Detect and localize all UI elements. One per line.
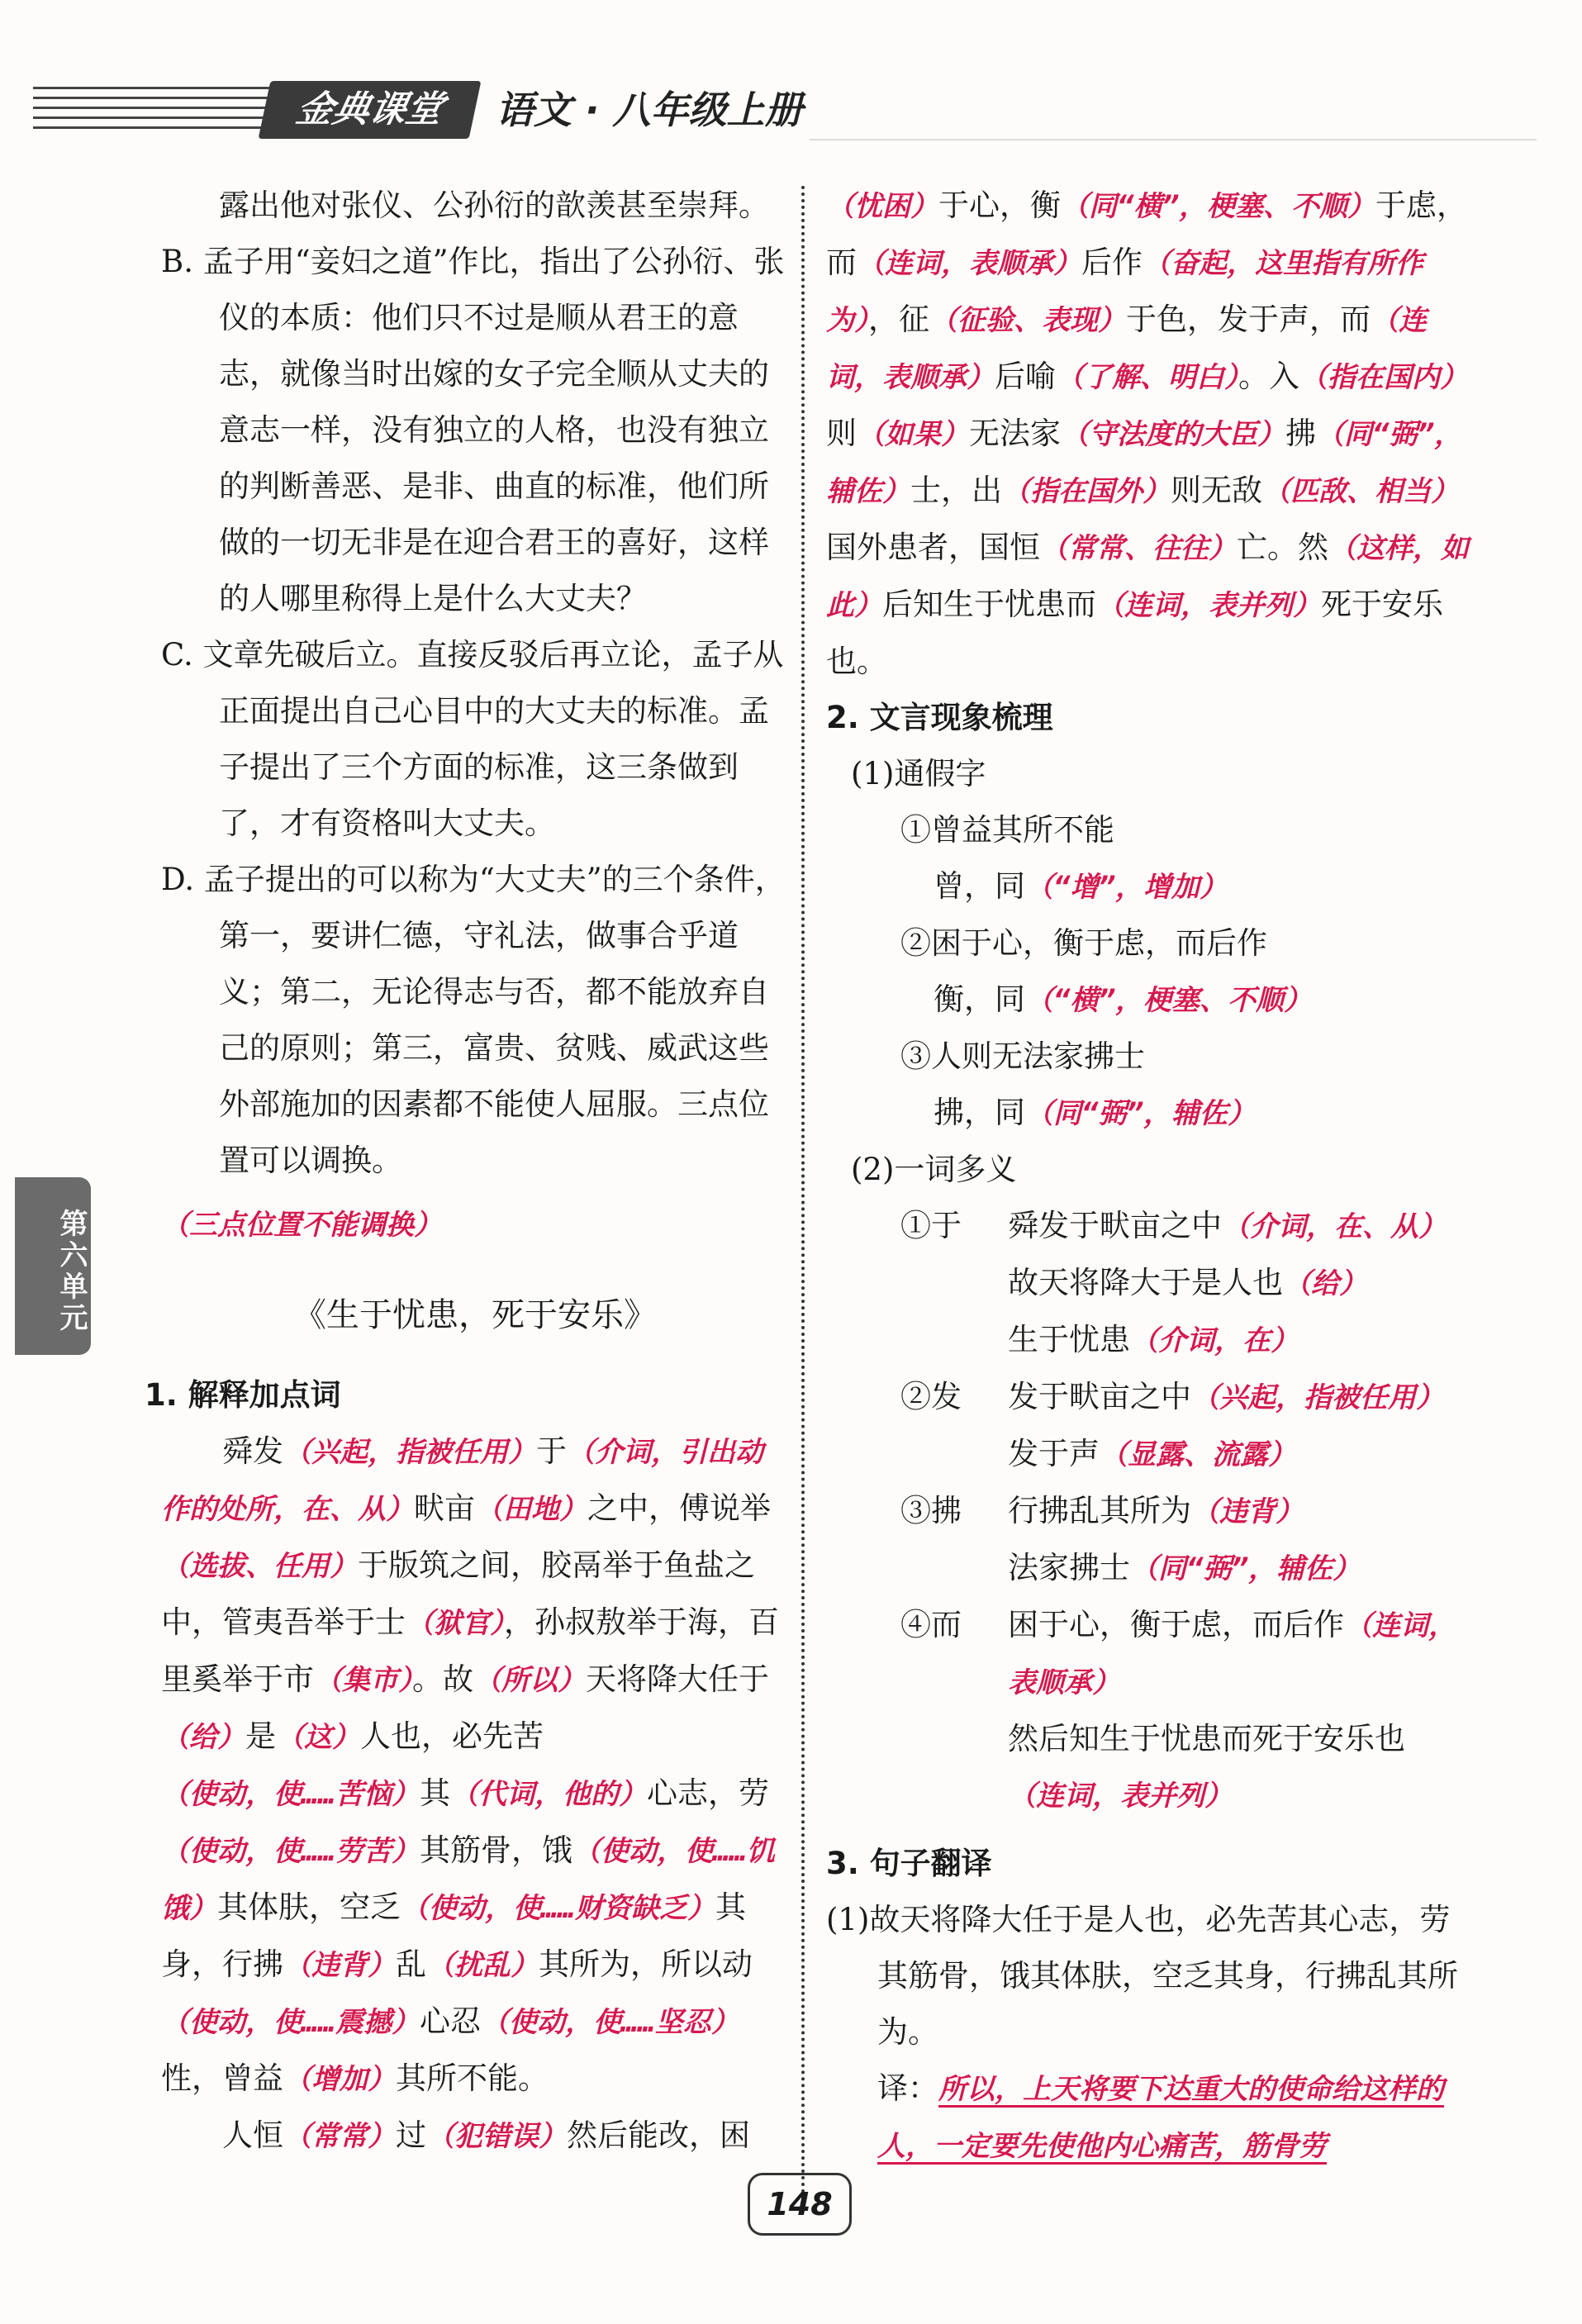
header-decoration-lines: [33, 87, 281, 145]
fa-example-2: 发于声: [1008, 1436, 1100, 1471]
column-divider: [801, 186, 805, 2202]
passage-text: 于虑，而: [826, 188, 1467, 280]
polysemy-fa-word: ②发: [900, 1379, 962, 1414]
passage-text: 畎亩: [414, 1490, 475, 1526]
passage-annotation: （狱官）: [406, 1607, 504, 1640]
passage-annotation: （使动，使……苦恼）: [161, 1778, 420, 1811]
er-note-1: （连词，表顺承）: [1008, 1609, 1456, 1699]
passage-annotation: （使动，使……饥饿）: [161, 1835, 775, 1925]
question-1-heading: 1. 解释加点词: [145, 1377, 341, 1413]
yu-note-1: （介词，在、从）: [1222, 1210, 1447, 1243]
passage-annotation: （使动，使……坚忍）: [480, 2006, 739, 2039]
passage-text: 于心，衡: [938, 188, 1061, 223]
passage-annotation: （匹敌、相当）: [1262, 475, 1459, 508]
answer-note: （三点位置不能调换）: [161, 1209, 442, 1242]
passage-text: 其: [419, 1775, 450, 1811]
passage-annotation: （如果）: [857, 418, 969, 451]
passage-text: ，征: [868, 302, 929, 337]
passage-annotation: （这）: [276, 1721, 360, 1754]
tongjia-1-text: 曾，同: [934, 868, 1025, 904]
passage-annotation: （连词，表顺承）: [826, 304, 1427, 394]
polysemy-yu: [826, 1198, 1479, 1369]
passage-annotation: （兴起，指被任用）: [283, 1436, 536, 1469]
polysemy-fu: [826, 1483, 1479, 1597]
passage-annotation: （代词，他的）: [449, 1778, 647, 1811]
left-column: [145, 178, 789, 2165]
passage-text: 拂: [1285, 416, 1316, 451]
passage-text: 然后能改，困: [567, 2117, 750, 2153]
polysemy-er: [826, 1597, 1479, 1824]
passage-text: 人恒: [222, 2117, 283, 2153]
passage-text: 死于安乐也。: [826, 587, 1443, 679]
passage-text: 心志，劳: [646, 1775, 769, 1811]
yu-example-1: 舜发于畎亩之中: [1008, 1208, 1222, 1243]
passage-text: 后喻: [995, 359, 1056, 394]
fu-note-1: （违背）: [1191, 1495, 1304, 1528]
tongjia-1: ①曾益其所不能: [900, 812, 1114, 848]
passage-annotation: （指在国外）: [1002, 475, 1171, 508]
passage-annotation: （同“横”，梗塞、不顺）: [1061, 190, 1375, 223]
passage-annotation: （选拔、任用）: [161, 1550, 358, 1583]
fu-example-1: 行拂乱其所为: [1008, 1493, 1191, 1528]
lesson-title: 《生于忧患，死于安乐》: [293, 1296, 657, 1334]
passage-text: 士，出: [910, 473, 1002, 508]
passage-text: 其身，行拂: [161, 1889, 746, 1982]
tongjia-1-answer: [826, 858, 1479, 915]
passage-annotation: （这样，如此）: [826, 532, 1469, 622]
fa-note-1: （兴起，指被任用）: [1191, 1381, 1444, 1414]
sentence-1: (1)故天将降大任于是人也，必先苦其心志，劳其筋骨，饿其体肤，空乏其身，行拂乱其所为。: [826, 1902, 1458, 2050]
yu-note-3: （介词，在）: [1130, 1324, 1299, 1357]
tongjia-2: ②困于心，衡于虑，而后作: [900, 925, 1267, 961]
tongjia-2-text: 衡，同: [934, 981, 1025, 1017]
passage-annotation: （征验、表现）: [929, 304, 1126, 337]
passage-text: 人也，必先苦: [360, 1718, 544, 1754]
translation-label: 译：: [877, 2070, 938, 2106]
passage-annotation: （连词，表顺承）: [857, 247, 1081, 280]
passage-text: 过: [396, 2117, 426, 2153]
er-note-2: （连词，表并列）: [1008, 1780, 1233, 1813]
passage-annotation: （增加）: [283, 2063, 396, 2096]
passage-annotation: （奋起，这里指有所作为）: [826, 247, 1423, 337]
annotated-passage: [161, 1423, 789, 2108]
option-b: B. 孟子用“妾妇之道”作比，指出了公孙衍、张仪的本质：他们只不过是顺从君王的意志，就像当时出嫁的女子完全顺从丈夫的意志一样，没有独立的人格，也没有独立的判断善恶、是非、曲直的标准，他们所做的一切无非是在迎合君王的喜好，这样的人哪里称得上是什么大丈夫？: [161, 244, 785, 616]
passage-text: ，孙叔敖举于海，百里奚举于市: [161, 1604, 779, 1697]
er-example-1: 困于心，衡于虑，而后作: [1008, 1607, 1344, 1642]
passage-text: 于色，发于声，而: [1126, 302, 1371, 337]
passage-annotation: （犯错误）: [426, 2120, 567, 2153]
page-number: 148: [748, 2173, 852, 2236]
passage-text: 其筋骨，饿: [419, 1832, 572, 1868]
passage-text: 心忍: [419, 2003, 481, 2039]
passage-text: 则: [826, 416, 857, 451]
passage-annotation: （使动，使……财资缺乏）: [401, 1892, 715, 1925]
passage-annotation: （使动，使……震撼）: [161, 2006, 420, 2039]
yu-example-3: 生于忧患: [1008, 1322, 1130, 1357]
passage-text: 天将降大任于: [586, 1661, 769, 1697]
passage-annotation: （介词，引出动作的处所，在、从）: [161, 1436, 763, 1526]
passage-annotation: （所以）: [473, 1664, 586, 1697]
tongjia-1-note: （“增”，增加）: [1025, 871, 1228, 904]
question-3-heading: 3. 句子翻译: [826, 1846, 992, 1881]
polysemy-fa: [826, 1369, 1479, 1483]
passage-text: 。入: [1238, 359, 1299, 394]
fa-example-1: 发于畎亩之中: [1008, 1379, 1191, 1414]
passage-annotation: （田地）: [475, 1493, 587, 1526]
passage-text: 国外患者，国恒: [826, 530, 1040, 565]
passage-text: 后知生于忧患而: [882, 587, 1096, 622]
tongjia-3: ③人则无法家拂士: [900, 1038, 1145, 1074]
passage-text: 亡。然: [1237, 530, 1328, 565]
question-2-heading: 2. 文言现象梳理: [826, 700, 1053, 735]
passage-text: 后作: [1081, 245, 1143, 280]
passage-annotation: （集市）: [314, 1664, 412, 1697]
tongjia-3-text: 拂，同: [934, 1095, 1025, 1130]
passage-annotation: （了解、明白）: [1056, 361, 1238, 394]
duoyi-heading: (2)一词多义: [851, 1152, 1017, 1187]
unit-tab: 第六单元: [15, 1177, 91, 1355]
passage-text: 是: [245, 1718, 276, 1754]
translation-answer: 所以，上天将要下达重大的使命给这样的人，一定要先使他内心痛苦，筋骨劳: [877, 2073, 1444, 2163]
polysemy-yu-word: ①于: [900, 1208, 962, 1243]
passage-annotation: （扰乱）: [426, 1949, 539, 1982]
passage-text: 。故: [412, 1661, 473, 1697]
tongjia-2-note: （“横”，梗塞、不顺）: [1025, 984, 1312, 1017]
tongjia-heading: (1)通假字: [851, 756, 986, 791]
passage-annotation: （给）: [161, 1721, 245, 1754]
yu-note-2: （给）: [1283, 1267, 1367, 1300]
er-example-2: 然后知生于忧患而死于安乐也: [1008, 1721, 1405, 1756]
passage-text: 之中，傅说举: [587, 1490, 771, 1526]
passage-annotation: （常常、往往）: [1040, 532, 1237, 565]
passage-text: 乱: [396, 1946, 426, 1982]
passage-annotation: （忧困）: [826, 190, 938, 223]
passage-annotation: （连词，表并列）: [1096, 589, 1321, 622]
yu-example-2: 故天将降大于是人也: [1008, 1265, 1283, 1300]
passage-text: 则无敌: [1171, 473, 1262, 508]
passage-text: 性，曾益: [161, 2060, 283, 2096]
option-a-tail: 露出他对张仪、公孙衍的歆羡甚至崇拜。: [219, 188, 769, 223]
passage-annotation: （违背）: [283, 1949, 396, 1982]
tongjia-3-note: （同“弼”，辅佐）: [1025, 1097, 1256, 1130]
series-badge: 金典课堂: [259, 81, 482, 139]
passage-annotation: （使动，使……劳苦）: [161, 1835, 420, 1868]
passage-text: 舜发: [222, 1433, 283, 1469]
polysemy-er-word: ④而: [900, 1607, 962, 1642]
right-column: [826, 178, 1479, 2174]
passage-text: 无法家: [969, 416, 1061, 451]
passage-annotation: （同“弼”，辅佐）: [826, 418, 1462, 508]
option-c: C. 文章先破后立。直接反驳后再立论，孟子从正面提出自己心目中的大丈夫的标准。孟子提出了三个方面的标准，这三条做到了，才有资格叫大丈夫。: [161, 637, 784, 841]
fu-example-2: 法家拂士: [1008, 1550, 1130, 1585]
passage-text: 其体肤，空乏: [217, 1889, 401, 1925]
annotated-passage-right: [826, 178, 1479, 690]
passage-text: 于: [536, 1433, 567, 1469]
tongjia-3-answer: [826, 1085, 1479, 1142]
passage-text: 其所不能。: [396, 2060, 549, 2096]
passage-annotation: （守法度的大臣）: [1061, 418, 1285, 451]
fa-note-2: （显露、流露）: [1100, 1438, 1296, 1471]
passage-text: 其所为，所以动: [539, 1946, 753, 1982]
option-d: D. 孟子提出的可以称为“大丈夫”的三个条件，第一，要讲仁德，守礼法，做事合乎道义；第二，无论得志与否，都不能放弃自己的原则；第三，富贵、贫贱、威武这些外部施加的因素都不能使人屈服。三点位置可以调换。: [161, 862, 786, 1178]
tongjia-2-answer: [826, 972, 1479, 1029]
annotated-passage-continued: [161, 2108, 789, 2165]
passage-text: 于版筑之间，胶鬲举于鱼盐之中，管夷吾举于士: [161, 1547, 755, 1640]
header-rule: [810, 139, 1537, 140]
polysemy-fu-word: ③拂: [900, 1493, 962, 1528]
passage-annotation: （指在国内）: [1299, 361, 1468, 394]
passage-annotation: （常常）: [283, 2120, 396, 2153]
subject-title: 语文 · 八年级上册: [496, 88, 803, 132]
fu-note-2: （同“弼”，辅佐）: [1130, 1552, 1361, 1585]
